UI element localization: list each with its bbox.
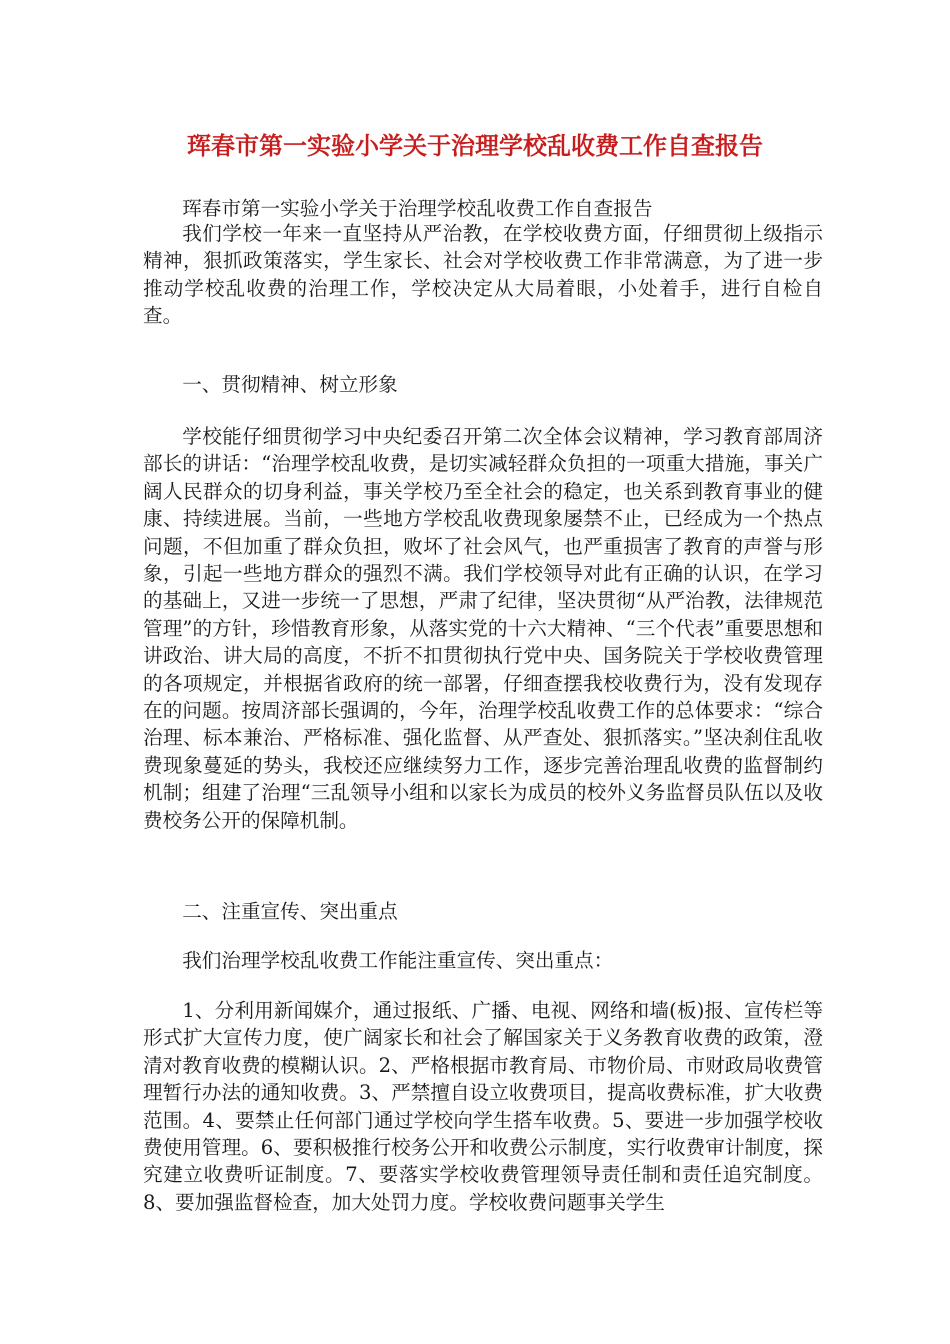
- section-2-list-paragraph: 1、分利用新闻媒介，通过报纸、广播、电视、网络和墙(板)报、宣传栏等形式扩大宣传力度，使广阔家长和社会了解国家关于义务教育收费的政策，澄清对教育收费的模糊认识。2、严格根据市教育局、市物价局、市财政局收费管理暂行办法的通知收费。3、严禁擅自设立收费项目，提高收费标准，扩大收费范围。4、要禁止任何部门通过学校向学生搭车收费。5、要进一步加强学校收费使用管理。6、要积极推行校务公开和收费公示制度，实行收费审计制度，探究建立收费听证制度。7、要落实学校收费管理领导责任制和责任追究制度。8、要加强监督检查，加大处罚力度。学校收费问题事关学生: [143, 999, 823, 1214]
- section-heading-2: 二、注重宣传、突出重点: [182, 900, 398, 923]
- intro-paragraph: 我们学校一年来一直坚持从严治教，在学校收费方面，仔细贯彻上级指示精神，狠抓政策落实，学生家长、社会对学校收费工作非常满意，为了进一步推动学校乱收费的治理工作，学校决定从大局着眼，小处着手，进行自检自查。: [143, 222, 823, 328]
- section-1-paragraph: 学校能仔细贯彻学习中央纪委召开第二次全体会议精神，学习教育部周济部长的讲话：“治理学校乱收费，是切实减轻群众负担的一项重大措施，事关广阔人民群众的切身利益，事关学校乃至全社会的稳定，也关系到教育事业的健康、持续进展。当前，一些地方学校乱收费现象屡禁不止，已经成为一个热点问题，不但加重了群众负担，败坏了社会风气，也严重损害了教育的声誉与形象，引起一些地方群众的强烈不满。我们学校领导对此有正确的认识，在学习的基础上，又进一步统一了思想，严肃了纪律，坚决贯彻“从严治教，法律规范管理”的方针，珍惜教育形象，从落实党的十六大精神、“三个代表”重要思想和讲政治、讲大局的高度，不折不扣贯彻执行党中央、国务院关于学校收费管理的各项规定，并根据省政府的统一部署，仔细查摆我校收费行为，没有发现存在的问题。按周济部长强调的，今年，治理学校乱收费工作的总体要求：“综合治理、标本兼治、严格标准、强化监督、从严查处、狠抓落实。”坚决刹住乱收费现象蔓延的势头，我校还应继续努力工作，逐步完善治理乱收费的监督制约机制；组建了治理“三乱领导小组和以家长为成员的校外义务监督员队伍以及收费校务公开的保障机制。: [143, 425, 823, 832]
- section-2-intro-paragraph: 我们治理学校乱收费工作能注重宣传、突出重点：: [182, 949, 614, 972]
- section-heading-1: 一、贯彻精神、树立形象: [182, 373, 398, 396]
- document-title: 珲春市第一实验小学关于治理学校乱收费工作自查报告: [187, 132, 763, 160]
- document-subtitle-paragraph: 珲春市第一实验小学关于治理学校乱收费工作自查报告: [182, 197, 653, 220]
